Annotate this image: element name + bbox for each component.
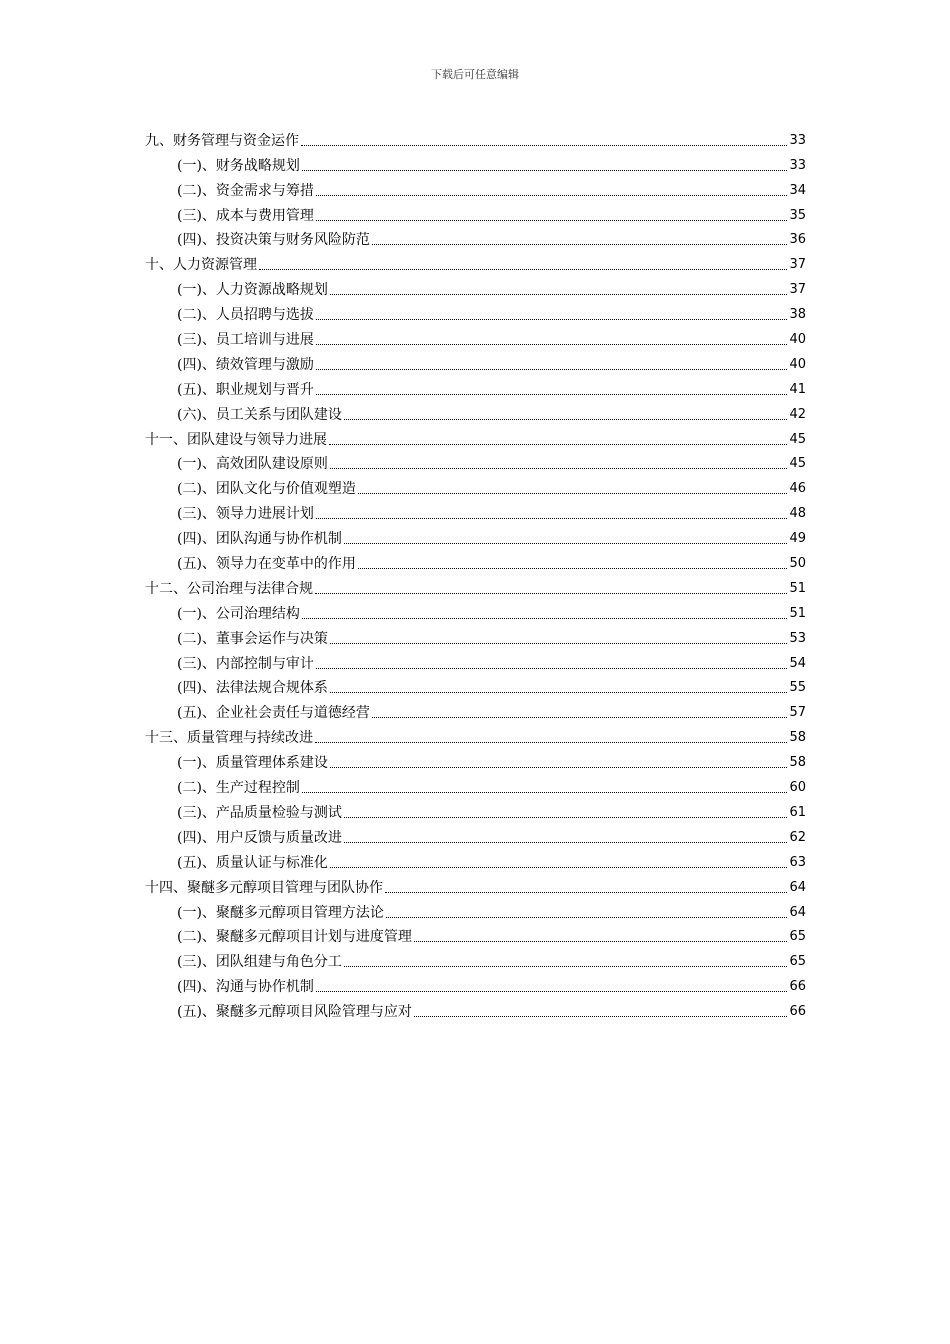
toc-entry-title: (二)、生产过程控制 xyxy=(177,780,300,797)
toc-dot-leader xyxy=(259,269,787,270)
toc-section-entry[interactable] xyxy=(145,798,806,823)
toc-dot-leader xyxy=(414,941,788,942)
toc-entry-title: 十、人力资源管理 xyxy=(145,257,257,274)
toc-entry-title: (六)、员工关系与团队建设 xyxy=(177,406,342,423)
page-header: 下载后可任意编辑 xyxy=(431,68,519,81)
toc-page-number: 33 xyxy=(789,157,806,173)
toc-page-number: 35 xyxy=(789,207,806,223)
toc-page-number: 55 xyxy=(789,680,806,696)
toc-page-number: 34 xyxy=(789,182,806,198)
toc-page-number: 51 xyxy=(789,580,806,596)
toc-section-entry[interactable] xyxy=(145,624,806,649)
toc-page-number: 37 xyxy=(789,282,806,298)
toc-dot-leader xyxy=(344,817,788,818)
toc-chapter-entry[interactable] xyxy=(145,126,806,151)
toc-entry-title: (三)、领导力进展计划 xyxy=(177,506,314,523)
toc-dot-leader xyxy=(302,792,788,793)
toc-section-entry[interactable] xyxy=(145,325,806,350)
toc-entry-title: (一)、人力资源战略规划 xyxy=(177,282,328,299)
toc-section-entry[interactable] xyxy=(145,599,806,624)
toc-entry-title: (五)、领导力在变革中的作用 xyxy=(177,556,356,573)
toc-page-number: 64 xyxy=(789,879,806,895)
toc-page-number: 48 xyxy=(789,506,806,522)
toc-entry-title: (一)、公司治理结构 xyxy=(177,605,300,622)
toc-dot-leader xyxy=(386,917,788,918)
toc-dot-leader xyxy=(385,892,787,893)
toc-entry-title: (五)、职业规划与晋升 xyxy=(177,381,314,398)
toc-dot-leader xyxy=(316,668,788,669)
toc-dot-leader xyxy=(414,1016,788,1017)
toc-entry-title: (二)、人员招聘与选拔 xyxy=(177,307,314,324)
toc-entry-title: (二)、团队文化与价值观塑造 xyxy=(177,481,356,498)
toc-section-entry[interactable] xyxy=(145,226,806,251)
toc-page-number: 46 xyxy=(789,481,806,497)
toc-section-entry[interactable] xyxy=(145,375,806,400)
toc-section-entry[interactable] xyxy=(145,923,806,948)
toc-page-number: 42 xyxy=(789,406,806,422)
toc-dot-leader xyxy=(344,966,788,967)
toc-page-number: 50 xyxy=(789,556,806,572)
toc-page-number: 65 xyxy=(789,954,806,970)
toc-entry-title: (一)、高效团队建设原则 xyxy=(177,456,328,473)
toc-page-number: 41 xyxy=(789,381,806,397)
toc-section-entry[interactable] xyxy=(145,300,806,325)
toc-dot-leader xyxy=(330,767,788,768)
toc-section-entry[interactable] xyxy=(145,450,806,475)
toc-dot-leader xyxy=(316,319,788,320)
toc-entry-title: (二)、聚醚多元醇项目计划与进度管理 xyxy=(177,929,412,946)
toc-section-entry[interactable] xyxy=(145,474,806,499)
toc-entry-title: (五)、质量认证与标准化 xyxy=(177,854,328,871)
toc-entry-title: (三)、内部控制与审计 xyxy=(177,655,314,672)
toc-section-entry[interactable] xyxy=(145,674,806,699)
toc-page-number: 58 xyxy=(789,755,806,771)
toc-section-entry[interactable] xyxy=(145,823,806,848)
toc-entry-title: (四)、团队沟通与协作机制 xyxy=(177,531,342,548)
toc-section-entry[interactable] xyxy=(145,997,806,1022)
toc-page-number: 40 xyxy=(789,356,806,372)
toc-dot-leader xyxy=(330,468,788,469)
toc-entry-title: (三)、产品质量检验与测试 xyxy=(177,804,342,821)
toc-dot-leader xyxy=(316,220,788,221)
toc-chapter-entry[interactable] xyxy=(145,250,806,275)
toc-entry-title: (四)、用户反馈与质量改进 xyxy=(177,829,342,846)
toc-page-number: 49 xyxy=(789,531,806,547)
toc-dot-leader xyxy=(316,394,788,395)
toc-chapter-entry[interactable] xyxy=(145,723,806,748)
toc-chapter-entry[interactable] xyxy=(145,574,806,599)
toc-page-number: 45 xyxy=(789,456,806,472)
toc-dot-leader xyxy=(372,244,788,245)
toc-dot-leader xyxy=(302,170,788,171)
toc-page-number: 54 xyxy=(789,655,806,671)
toc-section-entry[interactable] xyxy=(145,773,806,798)
toc-dot-leader xyxy=(316,991,788,992)
toc-section-entry[interactable] xyxy=(145,275,806,300)
toc-page-number: 51 xyxy=(789,605,806,621)
toc-dot-leader xyxy=(330,692,788,693)
toc-page-number: 57 xyxy=(789,705,806,721)
toc-page-number: 66 xyxy=(789,979,806,995)
toc-page-number: 37 xyxy=(789,257,806,273)
toc-section-entry[interactable] xyxy=(145,400,806,425)
toc-chapter-entry[interactable] xyxy=(145,873,806,898)
toc-page-number: 61 xyxy=(789,804,806,820)
toc-page-number: 45 xyxy=(789,431,806,447)
toc-page-number: 40 xyxy=(789,332,806,348)
toc-section-entry[interactable] xyxy=(145,176,806,201)
toc-page-number: 53 xyxy=(789,630,806,646)
toc-dot-leader xyxy=(316,518,788,519)
toc-dot-leader xyxy=(372,717,788,718)
toc-dot-leader xyxy=(358,493,788,494)
toc-chapter-entry[interactable] xyxy=(145,425,806,450)
toc-page-number: 65 xyxy=(789,929,806,945)
toc-page-number: 62 xyxy=(789,829,806,845)
toc-page-number: 66 xyxy=(789,1004,806,1020)
toc-page-number: 33 xyxy=(789,132,806,148)
toc-dot-leader xyxy=(315,742,787,743)
toc-dot-leader xyxy=(316,195,788,196)
toc-dot-leader xyxy=(330,867,788,868)
toc-dot-leader xyxy=(329,444,787,445)
toc-section-entry[interactable] xyxy=(145,350,806,375)
toc-entry-title: (一)、财务战略规划 xyxy=(177,157,300,174)
toc-section-entry[interactable] xyxy=(145,972,806,997)
toc-entry-title: (四)、投资决策与财务风险防范 xyxy=(177,232,370,249)
toc-entry-title: (二)、资金需求与筹措 xyxy=(177,182,314,199)
toc-section-entry[interactable] xyxy=(145,898,806,923)
toc-page-number: 64 xyxy=(789,904,806,920)
toc-entry-title: 十三、质量管理与持续改进 xyxy=(145,730,313,747)
table-of-contents xyxy=(145,126,806,1022)
toc-entry-title: (一)、聚醚多元醇项目管理方法论 xyxy=(177,904,384,921)
toc-entry-title: (二)、董事会运作与决策 xyxy=(177,630,328,647)
toc-dot-leader xyxy=(315,593,787,594)
toc-dot-leader xyxy=(330,643,788,644)
toc-entry-title: (三)、员工培训与进展 xyxy=(177,332,314,349)
toc-entry-title: 十二、公司治理与法律合规 xyxy=(145,580,313,597)
toc-page-number: 63 xyxy=(789,854,806,870)
toc-dot-leader xyxy=(316,344,788,345)
toc-section-entry[interactable] xyxy=(145,649,806,674)
toc-entry-title: (四)、绩效管理与激励 xyxy=(177,356,314,373)
toc-section-entry[interactable] xyxy=(145,499,806,524)
toc-dot-leader xyxy=(316,369,788,370)
toc-dot-leader xyxy=(344,543,788,544)
toc-page-number: 58 xyxy=(789,730,806,746)
toc-entry-title: (四)、沟通与协作机制 xyxy=(177,979,314,996)
toc-section-entry[interactable] xyxy=(145,947,806,972)
toc-entry-title: (五)、聚醚多元醇项目风险管理与应对 xyxy=(177,1004,412,1021)
toc-entry-title: 十一、团队建设与领导力进展 xyxy=(145,431,327,448)
toc-dot-leader xyxy=(302,618,788,619)
toc-dot-leader xyxy=(344,419,788,420)
toc-section-entry[interactable] xyxy=(145,151,806,176)
toc-section-entry[interactable] xyxy=(145,201,806,226)
toc-dot-leader xyxy=(358,568,788,569)
toc-section-entry[interactable] xyxy=(145,748,806,773)
toc-section-entry[interactable] xyxy=(145,848,806,873)
toc-page-number: 36 xyxy=(789,232,806,248)
toc-dot-leader xyxy=(344,842,788,843)
toc-section-entry[interactable] xyxy=(145,524,806,549)
toc-dot-leader xyxy=(330,294,788,295)
toc-entry-title: 十四、聚醚多元醇项目管理与团队协作 xyxy=(145,879,383,896)
toc-entry-title: (三)、团队组建与角色分工 xyxy=(177,954,342,971)
toc-entry-title: (五)、企业社会责任与道德经营 xyxy=(177,705,370,722)
toc-page-number: 38 xyxy=(789,307,806,323)
toc-entry-title: (一)、质量管理体系建设 xyxy=(177,755,328,772)
toc-section-entry[interactable] xyxy=(145,549,806,574)
toc-entry-title: 九、财务管理与资金运作 xyxy=(145,132,299,149)
toc-page-number: 60 xyxy=(789,780,806,796)
toc-entry-title: (四)、法律法规合规体系 xyxy=(177,680,328,697)
toc-entry-title: (三)、成本与费用管理 xyxy=(177,207,314,224)
toc-section-entry[interactable] xyxy=(145,698,806,723)
toc-dot-leader xyxy=(301,145,787,146)
